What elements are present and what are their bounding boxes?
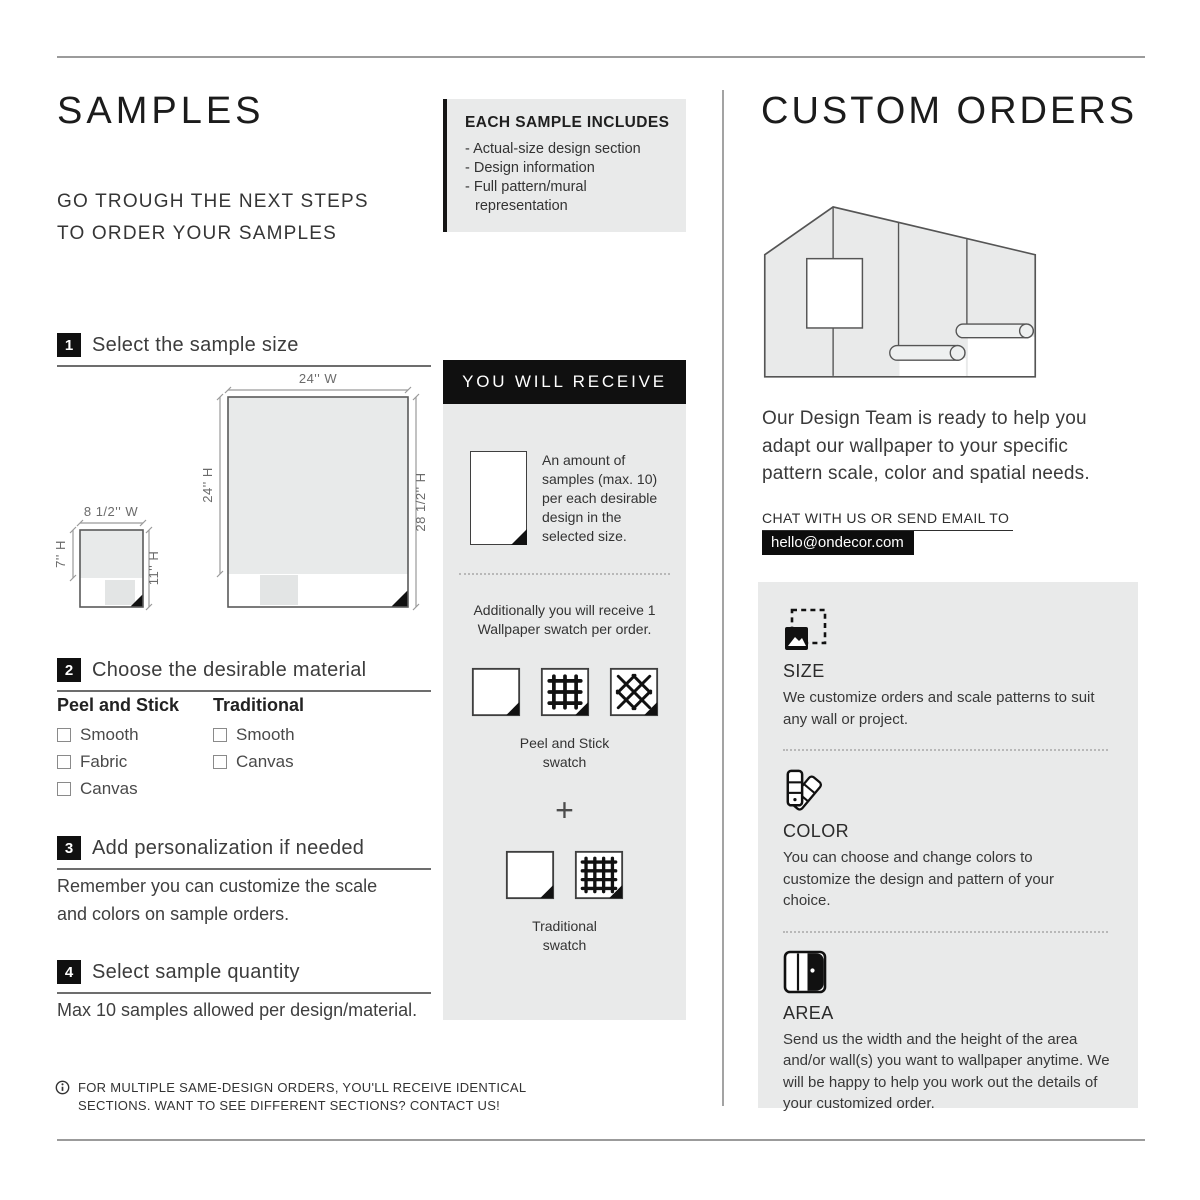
step1-header [57, 333, 431, 367]
material-option-label: Smooth [236, 725, 295, 744]
feature-title: COLOR [783, 821, 850, 841]
materials [57, 695, 363, 806]
step2-number: 2 [57, 658, 81, 682]
info-icon [55, 1080, 70, 1095]
size-icon [783, 608, 827, 652]
step3-number: 3 [57, 836, 81, 860]
chat-label-wrap [762, 510, 1013, 531]
material-option-label: Canvas [80, 779, 138, 798]
plus-icon: + [555, 792, 574, 828]
material-option [57, 725, 207, 745]
checkbox[interactable] [213, 755, 227, 769]
small-right-height-label: 11'' H [146, 550, 161, 586]
custom-orders-title: CUSTOM ORDERS [761, 90, 1138, 132]
checkbox[interactable] [57, 728, 71, 742]
small-sample-sheet [53, 504, 161, 610]
peel-swatch-row [443, 667, 686, 717]
additional-swatch-text: Additionally you will receive 1 Wallpaper swatch per order. [473, 602, 656, 637]
samples-subtitle [57, 186, 369, 250]
house-wall-illustration [755, 183, 1045, 388]
checkbox[interactable] [213, 728, 227, 742]
dotted-divider [459, 573, 670, 575]
step4-label: Select sample quantity [92, 960, 300, 983]
includes-title: EACH SAMPLE INCLUDES [465, 114, 670, 131]
bottom-rule [57, 1139, 1145, 1141]
material-option-label: Canvas [236, 752, 294, 771]
you-will-receive-panel [443, 360, 686, 1020]
step1-number: 1 [57, 333, 81, 357]
material-option [57, 752, 207, 772]
step2-label: Choose the desirable material [92, 658, 367, 681]
swatch-crosshatch-icon [609, 667, 659, 717]
samples-amount-text: An amount of samples (max. 10) per each desirable design in the selected size. [542, 452, 658, 544]
material-column-title: Traditional [213, 695, 305, 715]
material-column-title: Peel and Stick [57, 695, 180, 715]
footnote-line: FOR MULTIPLE SAME-DESIGN ORDERS, YOU'LL RECEIVE IDENTICAL [78, 1080, 527, 1095]
traditional-swatch-label [443, 917, 686, 955]
email-wrap [762, 531, 914, 555]
window [807, 259, 863, 328]
swatch-label-line: swatch [542, 937, 587, 953]
intro-line: Our Design Team is ready to help you [762, 408, 1087, 429]
each-sample-includes-box [443, 99, 686, 232]
email-address[interactable]: hello@ondecor.com [762, 531, 914, 555]
swatch-label-line: swatch [542, 754, 587, 770]
material-option-label: Fabric [80, 752, 128, 771]
step3-header [57, 836, 431, 870]
checkbox[interactable] [57, 755, 71, 769]
material-option [213, 725, 363, 745]
step4-number: 4 [57, 960, 81, 984]
material-column-traditional [213, 695, 363, 806]
large-left-height-label: 24'' H [200, 467, 215, 503]
step3-description-line: and colors on sample orders. [57, 904, 290, 924]
dotted-divider [783, 931, 1108, 933]
step1-label: Select the sample size [92, 333, 299, 356]
feature-area [783, 950, 1112, 1115]
feature-color [783, 768, 1112, 912]
includes-item: - Design information [465, 159, 670, 178]
footnote-line: SECTIONS. WANT TO SEE DIFFERENT SECTIONS? CONTACT US! [78, 1097, 501, 1113]
chat-label: CHAT WITH US OR SEND EMAIL TO [762, 510, 1013, 531]
samples-title: SAMPLES [57, 90, 265, 132]
feature-title: SIZE [783, 661, 825, 681]
fold-corner [511, 529, 527, 545]
column-divider [722, 90, 724, 1106]
custom-options-panel [758, 582, 1138, 1112]
large-sample-sheet [200, 371, 428, 610]
material-option [213, 752, 363, 772]
large-right-height-label: 28 1/2'' H [413, 472, 428, 532]
small-width-label: 8 1/2'' W [83, 504, 139, 519]
large-width-label: 24'' W [298, 371, 338, 386]
small-left-height-label: 7'' H [53, 540, 68, 568]
feature-title: AREA [783, 1002, 834, 1023]
step3-description [57, 872, 377, 928]
custom-orders-intro [762, 405, 1090, 488]
includes-item: - Actual-size design section [465, 140, 670, 159]
material-column-peel-and-stick [57, 695, 207, 806]
step3-label: Add personalization if needed [92, 836, 365, 859]
swatch-plain-icon [471, 667, 521, 717]
footnote-text [78, 1079, 526, 1114]
receive-header: YOU WILL RECEIVE [443, 360, 686, 404]
material-option [57, 779, 207, 799]
subtitle-line: TO ORDER YOUR SAMPLES [57, 223, 338, 244]
swatch-label-line: Peel and Stick [519, 735, 610, 751]
includes-item: - Full pattern/mural representation [465, 178, 635, 216]
feature-text: We customize orders and scale patterns to suit any wall or project. [783, 689, 1095, 728]
swatch-label-line: Traditional [532, 918, 597, 934]
step2-header [57, 658, 431, 692]
swatch-plain-icon [505, 850, 555, 900]
step4-header [57, 960, 431, 994]
samples-amount-row [470, 451, 672, 546]
intro-line: pattern scale, color and spatial needs. [762, 463, 1090, 484]
subtitle-line: GO TROUGH THE NEXT STEPS [57, 191, 369, 212]
checkbox[interactable] [57, 782, 71, 796]
intro-line: adapt our wallpaper to your specific [762, 435, 1069, 457]
swatch-grid-icon [540, 667, 590, 717]
feature-text: You can choose and change colors to customize the design and pattern of your choice. [783, 849, 1054, 909]
feature-size [783, 608, 1112, 730]
area-wall-icon [783, 950, 827, 994]
sample-size-diagram [50, 371, 435, 617]
top-rule [57, 56, 1145, 58]
traditional-swatch-row [443, 850, 686, 900]
feature-text: Send us the width and the height of the area and/or wall(s) you want to wallpaper anytime. We will be happy to help you work out the details of your customized order. [783, 1030, 1110, 1112]
color-swatches-icon [783, 768, 827, 812]
step4-description: Max 10 samples allowed per design/material. [57, 1000, 418, 1020]
dotted-divider [783, 749, 1108, 751]
step3-description-line: Remember you can customize the scale [57, 876, 378, 896]
footnote [55, 1079, 555, 1114]
paper-sample-icon [470, 451, 527, 545]
peel-swatch-label [443, 734, 686, 772]
material-option-label: Smooth [80, 725, 139, 744]
swatch-grid-dense-icon [574, 850, 624, 900]
